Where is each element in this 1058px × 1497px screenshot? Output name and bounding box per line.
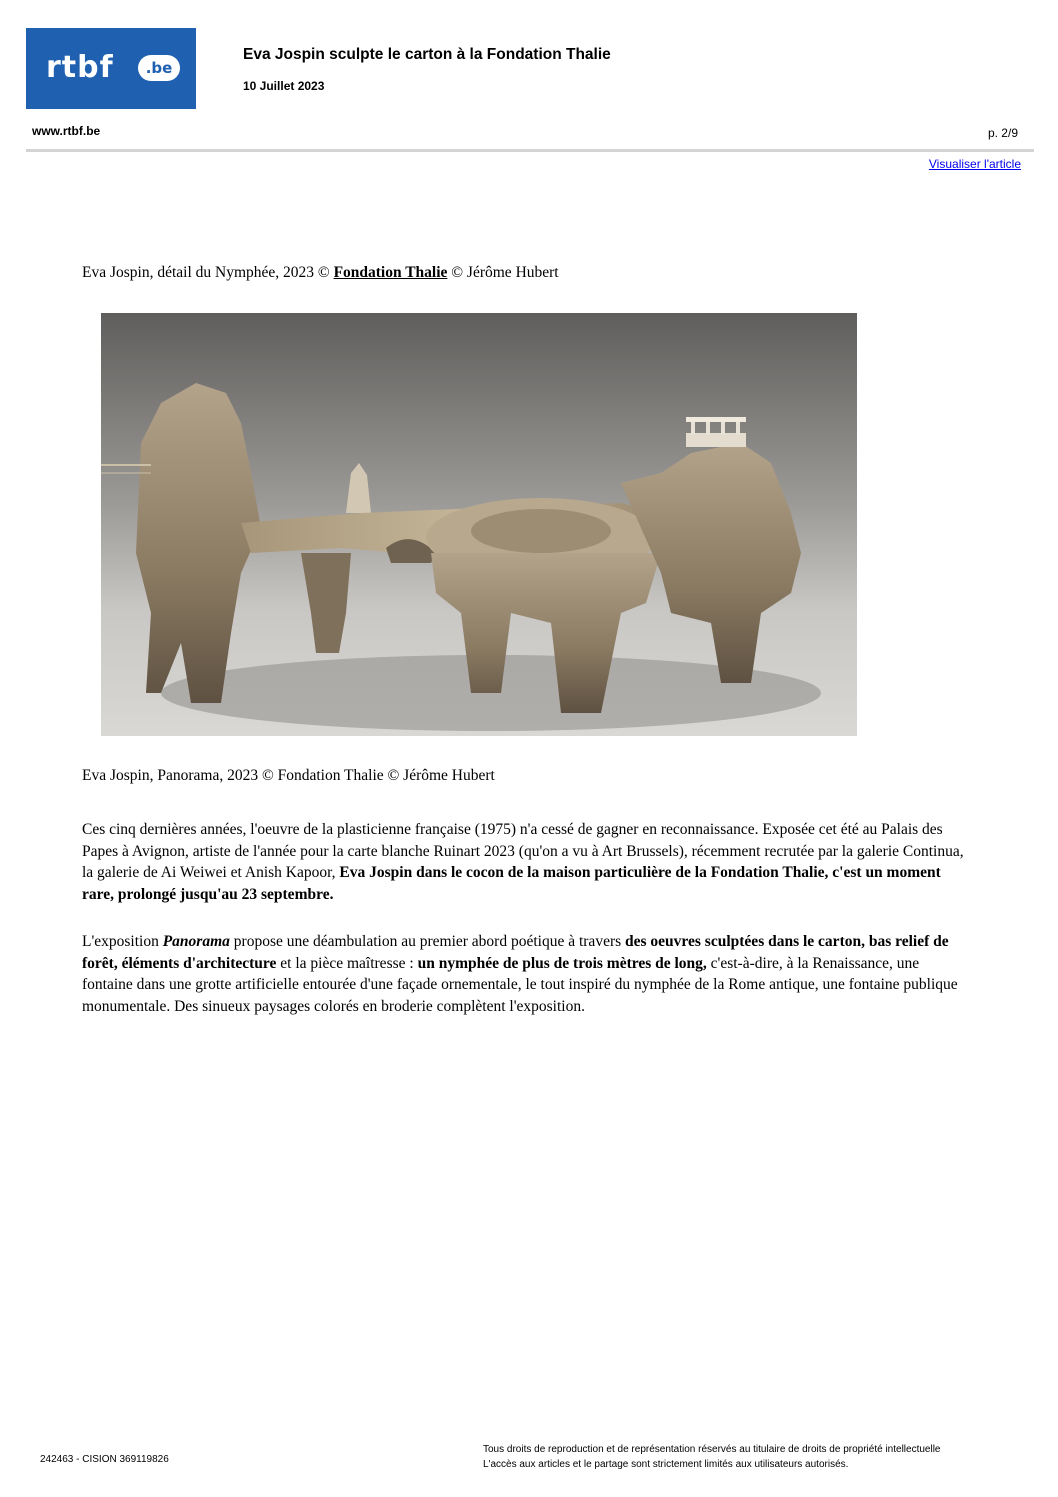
paragraph-text: c'est-à-dire, à la Renaissance, une fontaine dans une grotte artificielle entourée d'une façade ornementale, le tout inspiré du nymphée de la Rome antique, une fontaine publique monumentale. Des sinueux paysages colorés en broderie complètent l'exposition. (82, 954, 958, 1015)
footer-id: 242463 - CISION 369119826 (40, 1454, 169, 1465)
article-date: 10 Juillet 2023 (243, 79, 325, 93)
paragraph-text: propose une déambulation au premier abord poétique à travers (229, 933, 626, 950)
footer-rights-line: L'accès aux articles et le partage sont strictement limités aux utilisateurs autorisés. (483, 1459, 849, 1470)
sculpture-photo (101, 313, 857, 736)
paragraph-bold: des oeuvres sculptées dans le carton, bas relief de forêt, éléments d'architecture (82, 933, 949, 972)
paragraph-bold: un nymphée de plus de trois mètres de long, (417, 954, 707, 972)
paragraph-text: Ces cinq dernières années, l'oeuvre de la plasticienne française (1975) n'a cessé de gagner en reconnaissance. Exposée cet été au Palais des Papes à Avignon, artiste de l'année pour la carte blanche Ruinart 2023 (qu'on a vu à Art Brussels), récemment recrutée par la galerie Continua, la galerie de Ai Weiwei et Anish Kapoor, (82, 821, 964, 881)
caption-panorama: Eva Jospin, Panorama, 2023 © Fondation Thalie © Jérôme Hubert (82, 767, 495, 784)
logo-be-badge: .be (138, 55, 180, 81)
caption-text: Eva Jospin, détail du Nymphée, 2023 © (82, 264, 334, 281)
fondation-thalie-link[interactable]: Fondation Thalie (333, 264, 448, 281)
view-article-link[interactable]: Visualiser l'article (928, 157, 1021, 171)
page-number: p. 2/9 (987, 126, 1018, 140)
header-divider (26, 149, 1034, 152)
paragraph-text: et la pièce maîtresse : (276, 954, 418, 972)
paragraph-bold: Eva Jospin dans le cocon de la maison particulière de la Fondation Thalie, c'est un moment rare, prolongé jusqu'au 23 septembre. (82, 864, 941, 903)
caption-nymphee (82, 264, 559, 282)
article-paragraph-2 (82, 931, 970, 1017)
article-paragraph-1 (82, 819, 970, 905)
logo-wordmark: rtbf (46, 50, 114, 85)
footer-rights (483, 1442, 941, 1472)
source-site: www.rtbf.be (32, 124, 101, 138)
rtbf-logo[interactable] (26, 28, 196, 109)
paragraph-text: L'exposition (82, 933, 163, 950)
article-title: Eva Jospin sculpte le carton à la Fondation Thalie (243, 46, 611, 63)
footer-rights-line: Tous droits de reproduction et de représentation réservés au titulaire de droits de propriété intellectuelle (483, 1444, 941, 1455)
paragraph-emphasis: Panorama (162, 933, 230, 950)
caption-credit: © Jérôme Hubert (447, 264, 559, 281)
